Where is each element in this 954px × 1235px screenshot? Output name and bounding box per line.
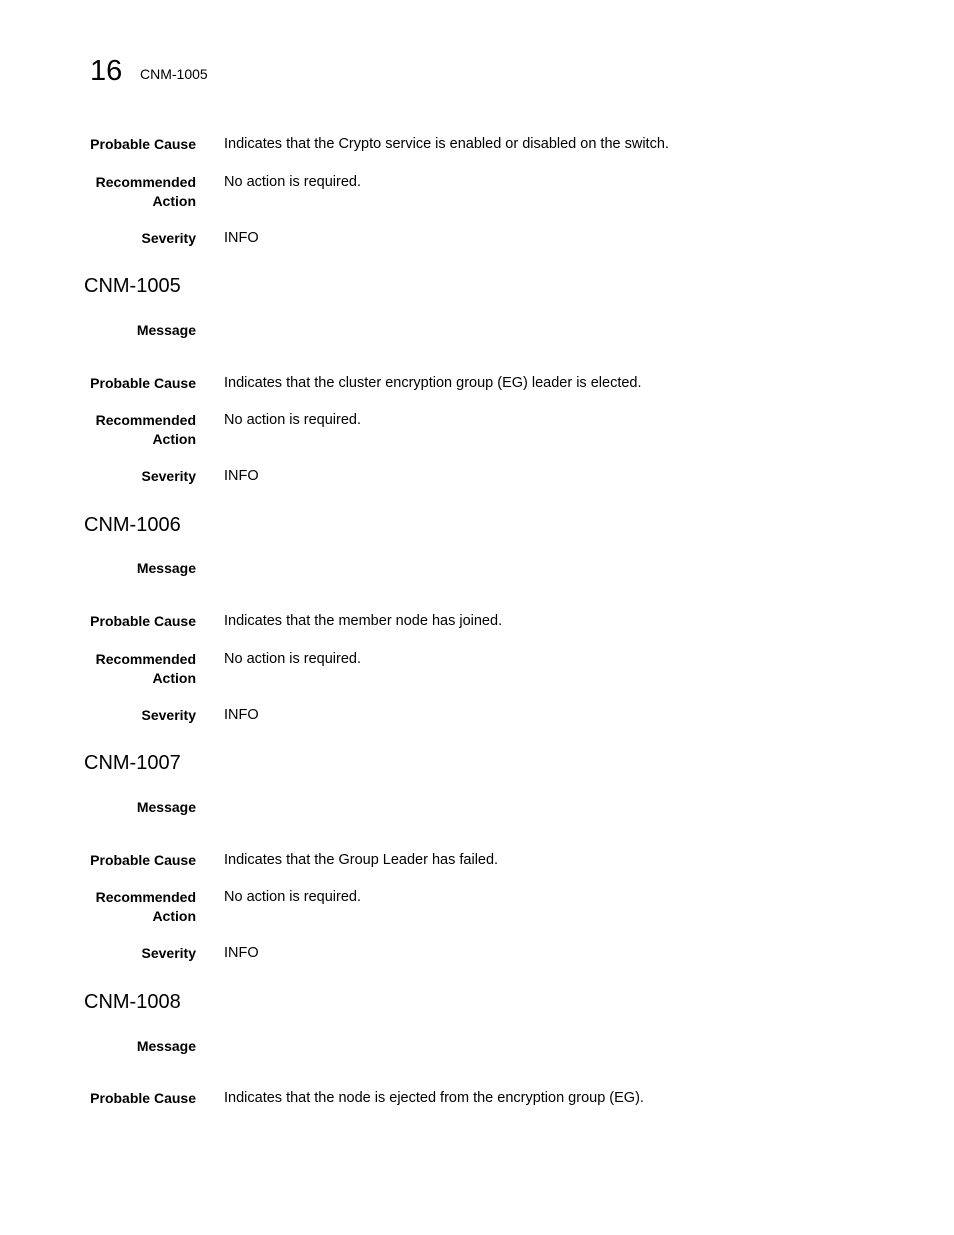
probable-cause-label: Probable Cause: [90, 375, 196, 391]
probable-cause-label: Probable Cause: [90, 1090, 196, 1106]
probable-cause-text: Indicates that the member node has joined.: [224, 613, 503, 629]
severity-label: Severity: [141, 707, 196, 723]
probable-cause-text: Indicates that the Crypto service is enabled or disabled on the switch.: [224, 136, 669, 152]
severity-label: Severity: [141, 230, 196, 246]
recommended-action-label: Recommended Action: [95, 412, 196, 447]
message-label: Message: [136, 322, 196, 338]
recommended-action-text: No action is required.: [224, 889, 362, 905]
probable-cause-text: Indicates that the Group Leader has failed.: [224, 852, 499, 868]
probable-cause-label: Probable Cause: [90, 136, 196, 152]
severity-value: INFO: [224, 707, 259, 723]
recommended-action-label: Recommended Action: [95, 651, 196, 686]
severity-value: INFO: [224, 230, 259, 246]
message-label: Message: [136, 799, 196, 815]
probable-cause-label: Probable Cause: [90, 852, 196, 868]
section-title: CNM-1006: [84, 514, 181, 536]
section-title: CNM-1008: [84, 991, 181, 1013]
recommended-action-label: Recommended Action: [95, 174, 196, 209]
severity-label: Severity: [141, 468, 196, 484]
severity-value: INFO: [224, 468, 259, 484]
severity-label: Severity: [141, 945, 196, 961]
header-title: CNM-1005: [140, 66, 208, 82]
probable-cause-label: Probable Cause: [90, 613, 196, 629]
message-label: Message: [136, 1038, 196, 1054]
recommended-action-label: Recommended Action: [95, 889, 196, 924]
recommended-action-text: No action is required.: [224, 412, 362, 428]
probable-cause-text: Indicates that the node is ejected from the encryption group (EG).: [224, 1090, 644, 1106]
recommended-action-text: No action is required.: [224, 651, 362, 667]
message-label: Message: [136, 560, 196, 576]
section-title: CNM-1005: [84, 275, 181, 297]
recommended-action-text: No action is required.: [224, 174, 362, 190]
probable-cause-text: Indicates that the cluster encryption group (EG) leader is elected.: [224, 375, 642, 391]
section-title: CNM-1007: [84, 752, 181, 774]
chapter-number: 16: [90, 55, 123, 87]
severity-value: INFO: [224, 945, 259, 961]
